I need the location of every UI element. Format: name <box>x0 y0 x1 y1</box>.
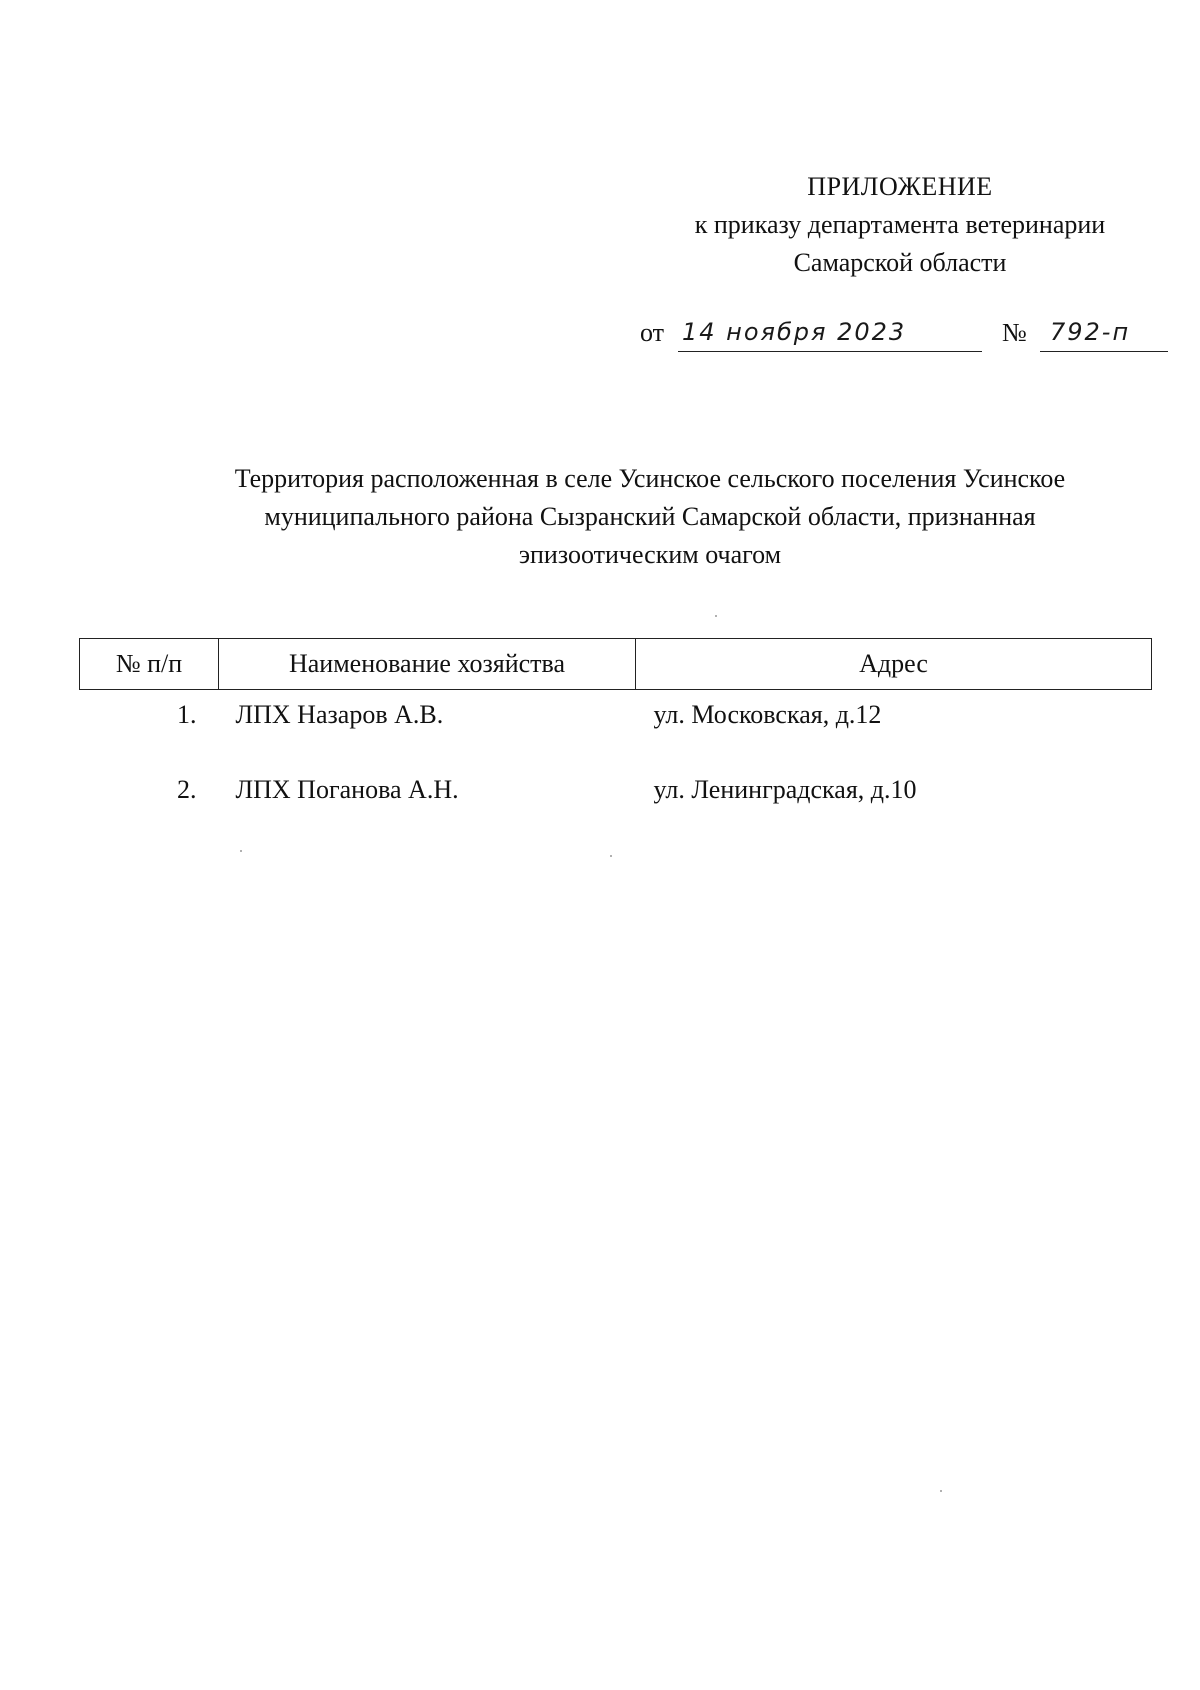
table-row <box>80 765 1152 840</box>
farms-table <box>79 638 1152 840</box>
row-number: 2. <box>177 775 197 804</box>
row-farm-name: ЛПХ Поганова А.Н. <box>235 775 459 804</box>
heading-line-2: муниципального района Сызранский Самарской области, признанная <box>264 502 1036 531</box>
scan-speck <box>715 615 717 617</box>
scan-speck <box>610 855 612 857</box>
order-date-label: от <box>640 318 665 347</box>
header-address: Адрес <box>636 639 1152 690</box>
table-row <box>80 690 1152 766</box>
header-farm-name: Наименование хозяйства <box>219 639 636 690</box>
heading-line-1: Территория расположенная в селе Усинское сельского поселения Усинское <box>234 464 1066 493</box>
table-header-row <box>80 639 1152 690</box>
scan-speck <box>940 1490 942 1492</box>
appendix-block <box>640 168 1160 282</box>
appendix-title: ПРИЛОЖЕНИЕ <box>807 172 993 201</box>
order-date-handwritten: 14 ноября 2023 <box>678 318 982 352</box>
order-number-label: № <box>1002 318 1027 347</box>
scan-speck <box>240 850 242 852</box>
row-farm-name: ЛПХ Назаров А.В. <box>235 700 444 729</box>
document-heading <box>150 460 1150 574</box>
appendix-line-1: к приказу департамента ветеринарии <box>694 210 1106 239</box>
row-address: ул. Ленинградская, д.10 <box>653 775 917 804</box>
row-address: ул. Московская, д.12 <box>653 700 882 729</box>
order-number-handwritten: 792-п <box>1040 318 1168 352</box>
row-number: 1. <box>177 700 197 729</box>
header-number: № п/п <box>80 639 219 690</box>
heading-line-3: эпизоотическим очагом <box>518 540 782 569</box>
order-reference <box>640 318 1160 358</box>
appendix-line-2: Самарской области <box>793 248 1007 277</box>
